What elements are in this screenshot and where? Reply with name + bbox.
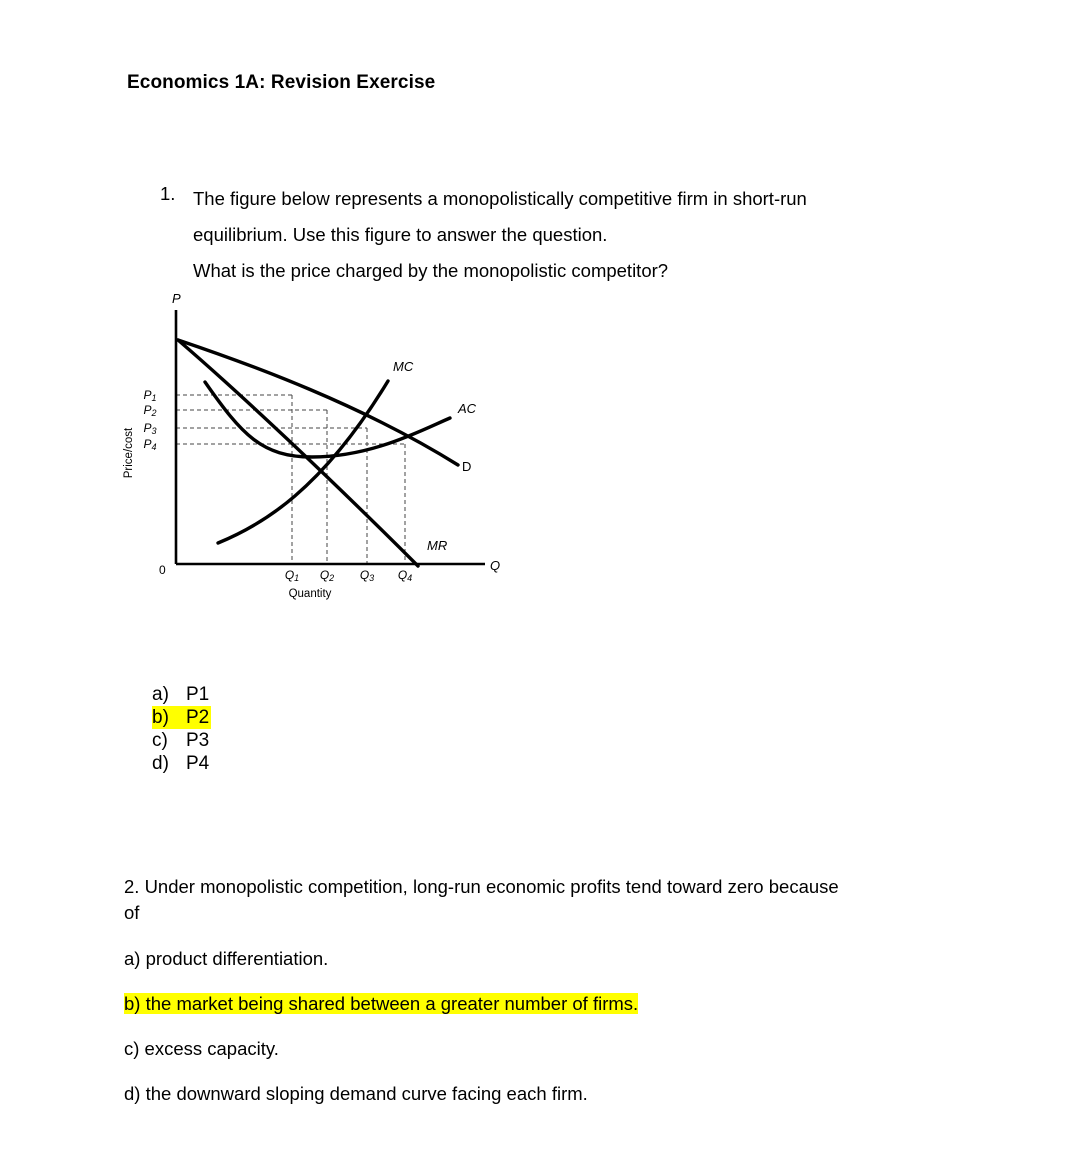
question-1-line: What is the price charged by the monopolistic competitor? bbox=[193, 260, 669, 281]
question-1-text bbox=[193, 181, 953, 289]
question-2-block bbox=[124, 874, 984, 926]
y-axis-top-label: P bbox=[172, 291, 181, 306]
monopolistic-competition-chart bbox=[112, 285, 512, 605]
x-tick-q1: Q1 bbox=[284, 568, 300, 583]
y-tick-p3: P3 bbox=[143, 421, 157, 436]
q2-option-c[interactable] bbox=[124, 1037, 984, 1060]
y-tick-p1: P1 bbox=[143, 388, 157, 403]
x-axis-title: Quantity bbox=[288, 588, 332, 600]
d-curve-label: D bbox=[462, 459, 472, 474]
y-tick-p4: P4 bbox=[143, 437, 157, 452]
q1-option-c-text: P3 bbox=[186, 730, 210, 751]
q2-option-b[interactable] bbox=[124, 992, 984, 1015]
q1-option-a-letter: a) bbox=[152, 684, 169, 705]
marginal-revenue-curve bbox=[178, 340, 418, 566]
x-tick-q3: Q3 bbox=[359, 568, 375, 583]
question-2-line: 2. Under monopolistic competition, long-run economic profits tend toward zero because bbox=[124, 876, 839, 897]
q1-option-d[interactable] bbox=[152, 752, 452, 775]
question-1-options bbox=[152, 683, 452, 775]
q1-option-d-text: P4 bbox=[186, 753, 210, 774]
y-axis-title: Price/cost bbox=[123, 427, 135, 479]
q2-option-a-text: a) product differentiation. bbox=[124, 948, 329, 969]
mc-curve-label: MC bbox=[393, 359, 414, 374]
y-tick-p2: P2 bbox=[143, 403, 157, 418]
q1-option-b-text: P2 bbox=[186, 707, 210, 728]
question-2-options bbox=[124, 947, 984, 1127]
x-tick-q4: Q4 bbox=[397, 568, 413, 583]
q1-option-d-letter: d) bbox=[152, 753, 169, 774]
q1-option-b-letter: b) bbox=[152, 707, 169, 728]
option-row-wrap bbox=[152, 683, 452, 706]
option-row-wrap bbox=[152, 752, 452, 775]
option-row-wrap bbox=[152, 729, 452, 752]
x-axis-end-label: Q bbox=[490, 558, 501, 573]
ac-curve-label: AC bbox=[458, 401, 477, 416]
q2-option-d[interactable] bbox=[124, 1082, 984, 1105]
option-row-wrap bbox=[152, 706, 452, 729]
question-1-line: equilibrium. Use this figure to answer the question. bbox=[193, 224, 608, 245]
question-1-line: The figure below represents a monopolistically competitive firm in short-run bbox=[193, 188, 807, 209]
q1-option-b[interactable] bbox=[152, 706, 211, 729]
question-1-number: 1. bbox=[160, 183, 176, 204]
q2-option-a[interactable] bbox=[124, 947, 984, 970]
q2-option-c-text: c) excess capacity. bbox=[124, 1038, 279, 1059]
x-tick-q2: Q2 bbox=[319, 568, 335, 583]
origin-label: 0 bbox=[159, 563, 166, 577]
q2-option-b-text: b) the market being shared between a greater number of firms. bbox=[124, 993, 639, 1014]
q1-option-c[interactable] bbox=[152, 729, 452, 752]
q1-option-a[interactable] bbox=[152, 683, 452, 706]
marginal-cost-curve bbox=[218, 381, 388, 543]
page-title: Economics 1A: Revision Exercise bbox=[127, 72, 436, 93]
q2-option-d-text: d) the downward sloping demand curve facing each firm. bbox=[124, 1083, 588, 1104]
q1-option-c-letter: c) bbox=[152, 730, 168, 751]
question-2-line: of bbox=[124, 902, 140, 923]
mr-curve-label: MR bbox=[427, 538, 448, 553]
q1-option-a-text: P1 bbox=[186, 684, 210, 705]
